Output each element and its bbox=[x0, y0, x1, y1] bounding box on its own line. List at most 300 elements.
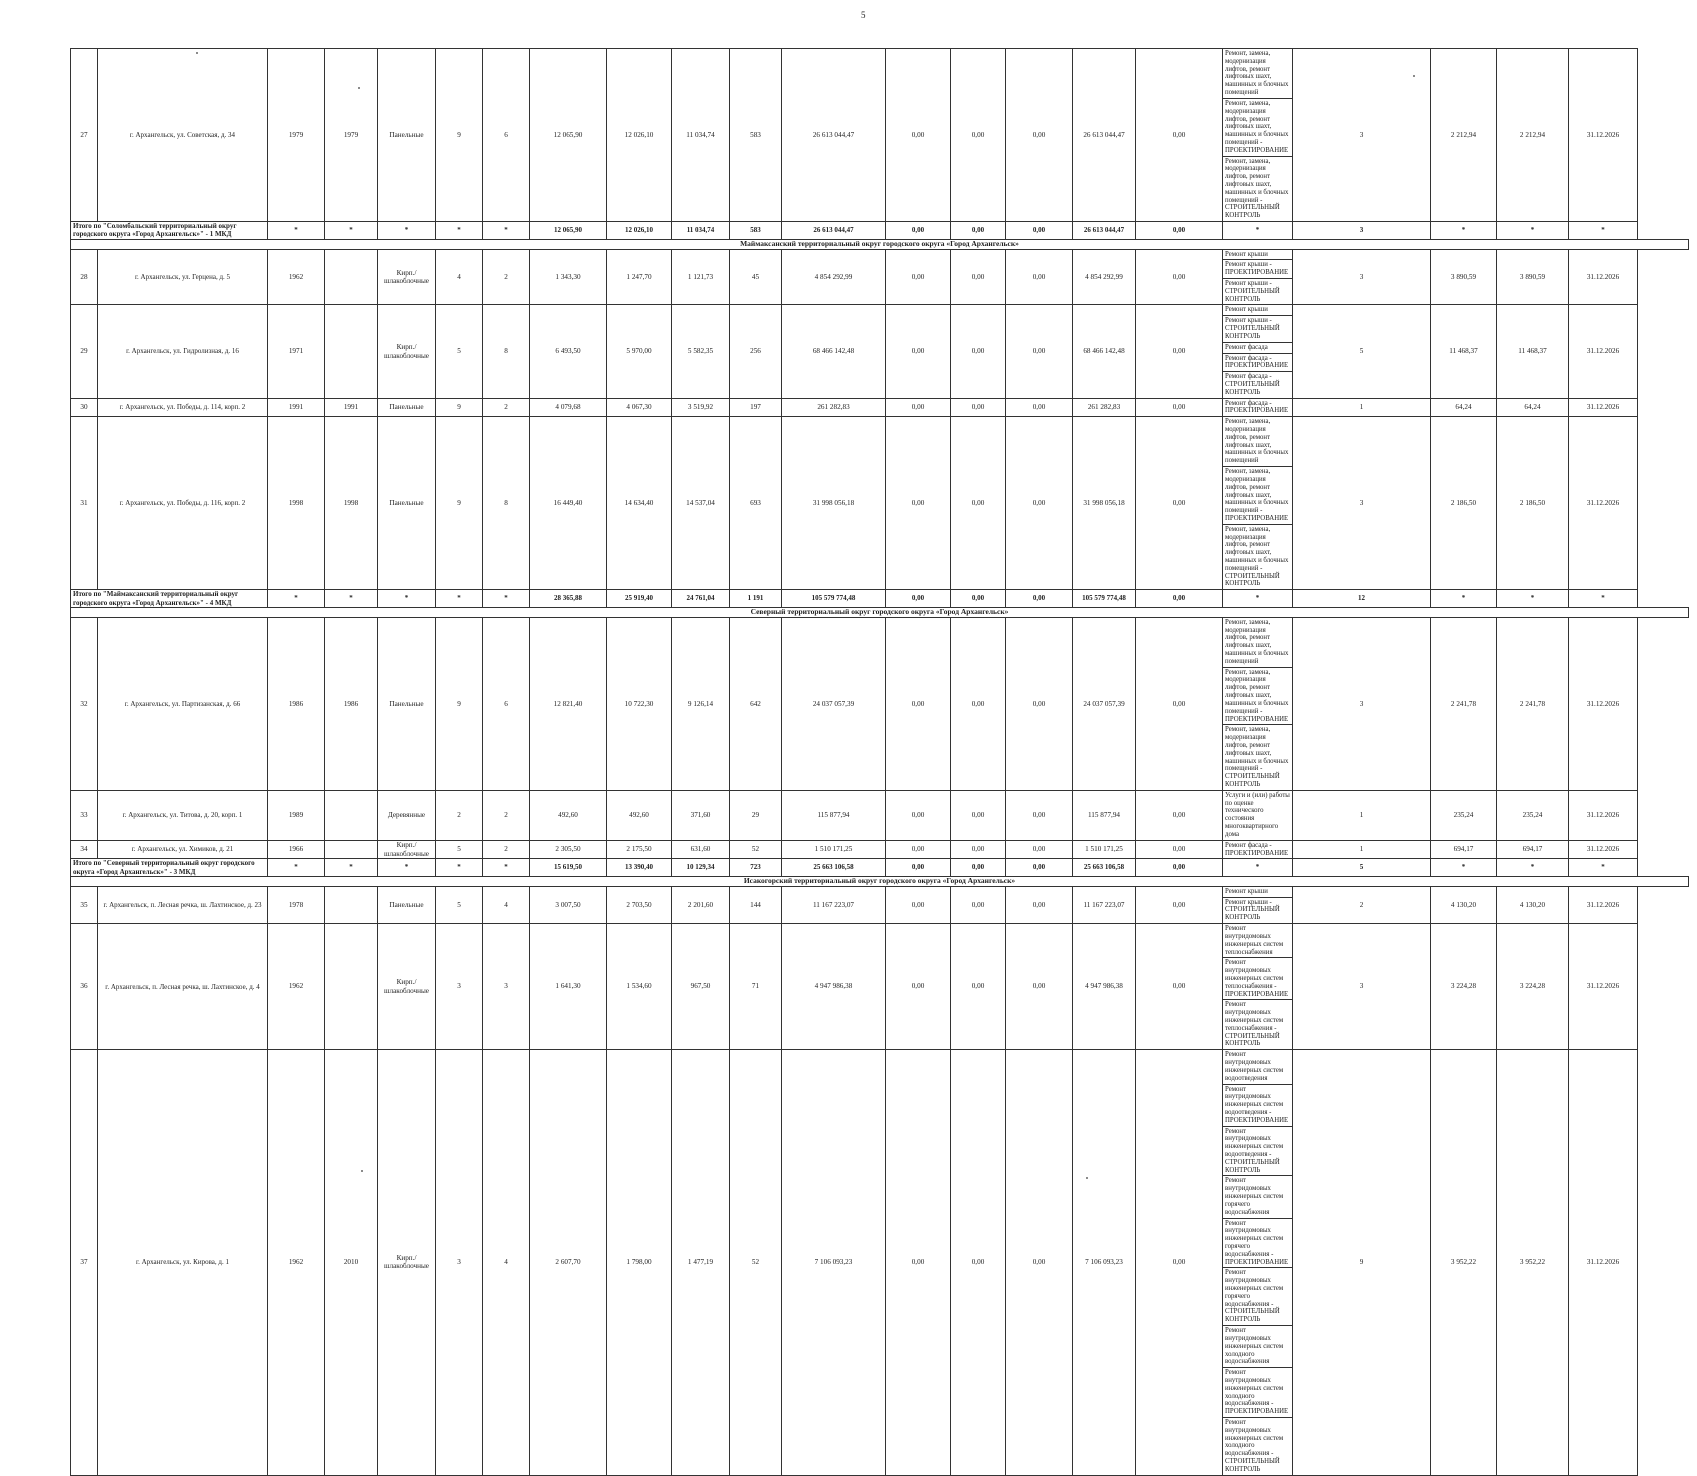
work-item: Ремонт внутридомовых инженерных систем водоотведения - ПРОЕКТИРОВАНИЕ bbox=[1223, 1085, 1292, 1127]
area-living: 967,50 bbox=[672, 924, 730, 1050]
fund-federal: 0,00 bbox=[886, 1050, 951, 1475]
wall-material: Панельные bbox=[378, 49, 436, 222]
subtotal-placeholder: * bbox=[1569, 859, 1638, 877]
area-all-premises: 2 175,50 bbox=[607, 840, 672, 859]
row-number: 30 bbox=[71, 398, 98, 417]
works-cell bbox=[1223, 840, 1293, 859]
subtotal-placeholder: * bbox=[1497, 590, 1569, 608]
subtotal-area-all: 25 919,40 bbox=[607, 590, 672, 608]
unit-cost-limit: 2 212,94 bbox=[1497, 49, 1569, 222]
fund-other: 0,00 bbox=[1136, 1050, 1223, 1475]
fund-other: 0,00 bbox=[1136, 417, 1223, 590]
wall-material: Кирп./шлакоблочные bbox=[378, 1050, 436, 1475]
entrances: 8 bbox=[483, 305, 530, 398]
subtotal-fund-4: 26 613 044,47 bbox=[1073, 222, 1136, 240]
subtotal-placeholder: * bbox=[325, 859, 378, 877]
year-built: 1971 bbox=[268, 305, 325, 398]
area-all-premises: 1 247,70 bbox=[607, 249, 672, 305]
work-item: Ремонт, замена, модернизация лифтов, ремонт лифтовых шахт, машинных и блочных помещений bbox=[1223, 618, 1292, 668]
works-cell bbox=[1223, 790, 1293, 840]
floors: 5 bbox=[436, 305, 483, 398]
subtotal-work-count: 3 bbox=[1293, 222, 1431, 240]
floors: 5 bbox=[436, 886, 483, 923]
area-living: 14 537,04 bbox=[672, 417, 730, 590]
area-all-premises: 2 703,50 bbox=[607, 886, 672, 923]
subtotal-placeholder: * bbox=[1497, 859, 1569, 877]
fund-other: 0,00 bbox=[1136, 398, 1223, 417]
deadline: 31.12.2026 bbox=[1569, 49, 1638, 222]
fund-federal: 0,00 bbox=[886, 886, 951, 923]
work-count: 3 bbox=[1293, 49, 1431, 222]
work-item: Ремонт фасада - ПРОЕКТИРОВАНИЕ bbox=[1225, 841, 1289, 857]
fund-other: 0,00 bbox=[1136, 924, 1223, 1050]
subtotal-fund-5: 0,00 bbox=[1136, 859, 1223, 877]
subtotal-fund-3: 0,00 bbox=[1006, 590, 1073, 608]
unit-cost: 4 130,20 bbox=[1431, 886, 1497, 923]
house-address: г. Архангельск, ул. Титова, д. 20, корп. 1 bbox=[98, 790, 268, 840]
entrances: 3 bbox=[483, 924, 530, 1050]
subtotal-cost-total: 26 613 044,47 bbox=[782, 222, 886, 240]
works-list bbox=[1223, 1050, 1292, 1474]
area-total: 1 343,30 bbox=[530, 249, 607, 305]
house-address: г. Архангельск, ул. Химиков, д. 21 bbox=[98, 840, 268, 859]
fund-federal: 0,00 bbox=[886, 617, 951, 790]
work-count: 3 bbox=[1293, 924, 1431, 1050]
entrances: 2 bbox=[483, 249, 530, 305]
unit-cost-limit: 235,24 bbox=[1497, 790, 1569, 840]
row-number: 33 bbox=[71, 790, 98, 840]
subtotal-placeholder: * bbox=[436, 590, 483, 608]
fund-federal: 0,00 bbox=[886, 924, 951, 1050]
residents: 71 bbox=[730, 924, 782, 1050]
unit-cost-limit: 64,24 bbox=[1497, 398, 1569, 417]
unit-cost: 2 186,50 bbox=[1431, 417, 1497, 590]
wall-material: Панельные bbox=[378, 617, 436, 790]
subtotal-fund-5: 0,00 bbox=[1136, 590, 1223, 608]
fund-owners: 261 282,83 bbox=[1073, 398, 1136, 417]
page-number: 5 bbox=[861, 10, 866, 20]
fund-owners: 115 877,94 bbox=[1073, 790, 1136, 840]
subtotal-fund-4: 105 579 774,48 bbox=[1073, 590, 1136, 608]
works-list bbox=[1223, 791, 1292, 840]
unit-cost: 2 241,78 bbox=[1431, 617, 1497, 790]
area-total: 2 305,50 bbox=[530, 840, 607, 859]
work-item: Ремонт внутридомовых инженерных систем холодного водоснабжения bbox=[1223, 1326, 1292, 1368]
works-list bbox=[1223, 887, 1292, 923]
works-cell bbox=[1223, 924, 1293, 1050]
subtotal-placeholder: * bbox=[378, 859, 436, 877]
work-count: 1 bbox=[1293, 790, 1431, 840]
residents: 256 bbox=[730, 305, 782, 398]
cost-total: 24 037 057,39 bbox=[782, 617, 886, 790]
work-item: Ремонт фасада - ПРОЕКТИРОВАНИЕ bbox=[1223, 354, 1292, 373]
house-row bbox=[71, 1050, 1689, 1475]
entrances: 2 bbox=[483, 398, 530, 417]
floors: 9 bbox=[436, 49, 483, 222]
house-address: г. Архангельск, п. Лесная речка, ш. Лахтинское, д. 23 bbox=[98, 886, 268, 923]
wall-material: Кирп./шлакоблочные bbox=[378, 924, 436, 1050]
year-reconstruction: 1998 bbox=[325, 417, 378, 590]
unit-cost: 3 952,22 bbox=[1431, 1050, 1497, 1475]
unit-cost-limit: 2 241,78 bbox=[1497, 617, 1569, 790]
row-number: 32 bbox=[71, 617, 98, 790]
scan-speck bbox=[1413, 75, 1415, 77]
works-cell bbox=[1223, 398, 1293, 417]
subtotal-residents: 723 bbox=[730, 859, 782, 877]
fund-local: 0,00 bbox=[1006, 840, 1073, 859]
subtotal-fund-3: 0,00 bbox=[1006, 222, 1073, 240]
fund-owners: 26 613 044,47 bbox=[1073, 49, 1136, 222]
floors: 9 bbox=[436, 398, 483, 417]
subtotal-fund-1: 0,00 bbox=[886, 222, 951, 240]
subtotal-area-living: 24 761,04 bbox=[672, 590, 730, 608]
house-row bbox=[71, 417, 1689, 590]
subtotal-placeholder: * bbox=[483, 590, 530, 608]
work-item: Ремонт, замена, модернизация лифтов, ремонт лифтовых шахт, машинных и блочных помещений - СТРОИТЕЛЬНЫЙ КОНТРОЛЬ bbox=[1225, 726, 1289, 788]
house-address: г. Архангельск, ул. Победы, д. 116, корп. 2 bbox=[98, 417, 268, 590]
wall-material: Кирп./шлакоблочные bbox=[378, 249, 436, 305]
work-item: Ремонт крыши - ПРОЕКТИРОВАНИЕ bbox=[1223, 260, 1292, 279]
unit-cost-limit: 4 130,20 bbox=[1497, 886, 1569, 923]
subtotal-fund-5: 0,00 bbox=[1136, 222, 1223, 240]
row-number: 28 bbox=[71, 249, 98, 305]
subtotal-area-living: 11 034,74 bbox=[672, 222, 730, 240]
work-item: Ремонт внутридомовых инженерных систем теплоснабжения bbox=[1223, 924, 1292, 958]
area-living: 631,60 bbox=[672, 840, 730, 859]
area-total: 4 079,68 bbox=[530, 398, 607, 417]
subtotal-placeholder: * bbox=[436, 222, 483, 240]
subtotal-row bbox=[71, 222, 1689, 240]
wall-material: Кирп./шлакоблочные bbox=[378, 840, 436, 859]
works-list bbox=[1223, 399, 1292, 417]
deadline: 31.12.2026 bbox=[1569, 886, 1638, 923]
fund-regional: 0,00 bbox=[951, 398, 1006, 417]
fund-federal: 0,00 bbox=[886, 790, 951, 840]
area-living: 9 126,14 bbox=[672, 617, 730, 790]
works-cell bbox=[1223, 886, 1293, 923]
subtotal-residents: 583 bbox=[730, 222, 782, 240]
entrances: 4 bbox=[483, 1050, 530, 1475]
work-count: 3 bbox=[1293, 617, 1431, 790]
house-address: г. Архангельск, ул. Победы, д. 114, корп. 2 bbox=[98, 398, 268, 417]
subtotal-placeholder: * bbox=[436, 859, 483, 877]
work-item: Ремонт внутридомовых инженерных систем холодного водоснабжения - ПРОЕКТИРОВАНИЕ bbox=[1223, 1368, 1292, 1418]
house-row bbox=[71, 924, 1689, 1050]
fund-local: 0,00 bbox=[1006, 417, 1073, 590]
entrances: 6 bbox=[483, 617, 530, 790]
work-count: 1 bbox=[1293, 398, 1431, 417]
district-header-row bbox=[71, 876, 1689, 886]
cost-total: 115 877,94 bbox=[782, 790, 886, 840]
wall-material: Кирп./шлакоблочные bbox=[378, 305, 436, 398]
cost-total: 1 510 171,25 bbox=[782, 840, 886, 859]
residents: 642 bbox=[730, 617, 782, 790]
work-count: 3 bbox=[1293, 417, 1431, 590]
subtotal-placeholder: * bbox=[268, 859, 325, 877]
residents: 52 bbox=[730, 1050, 782, 1475]
row-number: 31 bbox=[71, 417, 98, 590]
subtotal-placeholder: * bbox=[268, 222, 325, 240]
district-title: Северный территориальный округ городского округа «Город Архангельск» bbox=[71, 607, 1689, 617]
work-item: Ремонт крыши bbox=[1223, 887, 1292, 898]
unit-cost-limit: 2 186,50 bbox=[1497, 417, 1569, 590]
subtotal-fund-4: 25 663 106,58 bbox=[1073, 859, 1136, 877]
fund-other: 0,00 bbox=[1136, 305, 1223, 398]
deadline: 31.12.2026 bbox=[1569, 305, 1638, 398]
residents: 45 bbox=[730, 249, 782, 305]
year-reconstruction bbox=[325, 924, 378, 1050]
work-count: 1 bbox=[1293, 840, 1431, 859]
fund-local: 0,00 bbox=[1006, 924, 1073, 1050]
work-count: 5 bbox=[1293, 305, 1431, 398]
works-list bbox=[1223, 924, 1292, 1049]
work-item: Ремонт крыши bbox=[1223, 305, 1292, 316]
residents: 29 bbox=[730, 790, 782, 840]
work-item: Ремонт, замена, модернизация лифтов, ремонт лифтовых шахт, машинных и блочных помещений bbox=[1223, 49, 1292, 99]
works-cell bbox=[1223, 417, 1293, 590]
subtotal-work-count: 5 bbox=[1293, 859, 1431, 877]
deadline: 31.12.2026 bbox=[1569, 790, 1638, 840]
row-number: 34 bbox=[71, 840, 98, 859]
fund-regional: 0,00 bbox=[951, 249, 1006, 305]
fund-other: 0,00 bbox=[1136, 49, 1223, 222]
deadline: 31.12.2026 bbox=[1569, 398, 1638, 417]
house-address: г. Архангельск, ул. Партизанская, д. 66 bbox=[98, 617, 268, 790]
deadline: 31.12.2026 bbox=[1569, 840, 1638, 859]
year-built: 1978 bbox=[268, 886, 325, 923]
unit-cost: 64,24 bbox=[1431, 398, 1497, 417]
fund-regional: 0,00 bbox=[951, 49, 1006, 222]
subtotal-fund-2: 0,00 bbox=[951, 222, 1006, 240]
subtotal-placeholder: * bbox=[325, 590, 378, 608]
subtotal-placeholder: * bbox=[1497, 222, 1569, 240]
year-built: 1962 bbox=[268, 924, 325, 1050]
area-all-premises: 5 970,00 bbox=[607, 305, 672, 398]
work-item: Ремонт фасада - СТРОИТЕЛЬНЫЙ КОНТРОЛЬ bbox=[1225, 373, 1280, 396]
year-reconstruction bbox=[325, 886, 378, 923]
cost-total: 31 998 056,18 bbox=[782, 417, 886, 590]
work-item: Ремонт внутридомовых инженерных систем горячего водоснабжения bbox=[1223, 1176, 1292, 1218]
work-item: Ремонт внутридомовых инженерных систем водоотведения bbox=[1223, 1050, 1292, 1084]
year-reconstruction: 1986 bbox=[325, 617, 378, 790]
subtotal-label: Итого по "Соломбальский территориальный округ городского округа «Город Архангельск»" - 1 МКД bbox=[71, 222, 268, 240]
scan-speck bbox=[358, 87, 360, 89]
entrances: 8 bbox=[483, 417, 530, 590]
area-total: 12 821,40 bbox=[530, 617, 607, 790]
residents: 583 bbox=[730, 49, 782, 222]
fund-local: 0,00 bbox=[1006, 398, 1073, 417]
subtotal-fund-3: 0,00 bbox=[1006, 859, 1073, 877]
subtotal-work-count: 12 bbox=[1293, 590, 1431, 608]
cost-total: 11 167 223,07 bbox=[782, 886, 886, 923]
deadline: 31.12.2026 bbox=[1569, 249, 1638, 305]
works-cell bbox=[1223, 617, 1293, 790]
house-row bbox=[71, 617, 1689, 790]
works-list bbox=[1223, 417, 1292, 589]
area-total: 16 449,40 bbox=[530, 417, 607, 590]
fund-regional: 0,00 bbox=[951, 617, 1006, 790]
fund-regional: 0,00 bbox=[951, 790, 1006, 840]
cost-total: 261 282,83 bbox=[782, 398, 886, 417]
work-item: Ремонт фасада - ПРОЕКТИРОВАНИЕ bbox=[1225, 399, 1289, 415]
subtotal-placeholder: * bbox=[268, 590, 325, 608]
fund-federal: 0,00 bbox=[886, 417, 951, 590]
year-reconstruction: 1991 bbox=[325, 398, 378, 417]
floors: 2 bbox=[436, 790, 483, 840]
fund-owners: 68 466 142,48 bbox=[1073, 305, 1136, 398]
works-cell bbox=[1223, 249, 1293, 305]
entrances: 6 bbox=[483, 49, 530, 222]
district-header-row bbox=[71, 607, 1689, 617]
house-address: г. Архангельск, п. Лесная речка, ш. Лахтинское, д. 4 bbox=[98, 924, 268, 1050]
area-living: 3 519,92 bbox=[672, 398, 730, 417]
year-built: 1962 bbox=[268, 1050, 325, 1475]
entrances: 4 bbox=[483, 886, 530, 923]
cost-total: 4 947 986,38 bbox=[782, 924, 886, 1050]
work-item: Ремонт фасада bbox=[1223, 343, 1292, 354]
subtotal-residents: 1 191 bbox=[730, 590, 782, 608]
subtotal-placeholder: * bbox=[1431, 222, 1497, 240]
fund-federal: 0,00 bbox=[886, 840, 951, 859]
house-row bbox=[71, 790, 1689, 840]
entrances: 2 bbox=[483, 790, 530, 840]
fund-owners: 11 167 223,07 bbox=[1073, 886, 1136, 923]
deadline: 31.12.2026 bbox=[1569, 1050, 1638, 1475]
subtotal-area-total: 12 065,90 bbox=[530, 222, 607, 240]
capital-repair-table bbox=[70, 48, 1689, 1476]
fund-local: 0,00 bbox=[1006, 790, 1073, 840]
subtotal-label: Итого по "Маймаксанский территориальный округ городского округа «Город Архангельск»" - 4 МКД bbox=[71, 590, 268, 608]
subtotal-area-total: 28 365,88 bbox=[530, 590, 607, 608]
fund-owners: 1 510 171,25 bbox=[1073, 840, 1136, 859]
area-living: 2 201,60 bbox=[672, 886, 730, 923]
year-reconstruction: 1979 bbox=[325, 49, 378, 222]
works-list bbox=[1223, 305, 1292, 397]
fund-owners: 4 947 986,38 bbox=[1073, 924, 1136, 1050]
fund-other: 0,00 bbox=[1136, 840, 1223, 859]
subtotal-fund-2: 0,00 bbox=[951, 590, 1006, 608]
deadline: 31.12.2026 bbox=[1569, 924, 1638, 1050]
fund-local: 0,00 bbox=[1006, 305, 1073, 398]
work-item: Ремонт внутридомовых инженерных систем горячего водоснабжения - СТРОИТЕЛЬНЫЙ КОНТРОЛЬ bbox=[1223, 1268, 1292, 1326]
year-reconstruction: 2010 bbox=[325, 1050, 378, 1475]
work-item: Ремонт внутридомовых инженерных систем теплоснабжения - СТРОИТЕЛЬНЫЙ КОНТРОЛЬ bbox=[1225, 1001, 1284, 1048]
wall-material: Деревянные bbox=[378, 790, 436, 840]
unit-cost: 3 224,28 bbox=[1431, 924, 1497, 1050]
year-reconstruction bbox=[325, 840, 378, 859]
unit-cost: 2 212,94 bbox=[1431, 49, 1497, 222]
works-list bbox=[1223, 841, 1292, 859]
unit-cost: 11 468,37 bbox=[1431, 305, 1497, 398]
area-all-premises: 1 534,60 bbox=[607, 924, 672, 1050]
work-item: Ремонт крыши bbox=[1223, 250, 1292, 261]
works-list bbox=[1223, 250, 1292, 305]
house-address: г. Архангельск, ул. Герцена, д. 5 bbox=[98, 249, 268, 305]
work-item: Ремонт крыши - СТРОИТЕЛЬНЫЙ КОНТРОЛЬ bbox=[1223, 316, 1292, 342]
row-number: 27 bbox=[71, 49, 98, 222]
area-living: 1 121,73 bbox=[672, 249, 730, 305]
work-item: Услуги и (или) работы по оценке технического состояния многоквартирного дома bbox=[1225, 791, 1290, 838]
subtotal-placeholder: * bbox=[483, 859, 530, 877]
fund-owners: 24 037 057,39 bbox=[1073, 617, 1136, 790]
unit-cost-limit: 3 224,28 bbox=[1497, 924, 1569, 1050]
subtotal-label: Итого по "Северный территориальный округ городского округа «Город Архангельск»" - 3 МКД bbox=[71, 859, 268, 877]
subtotal-row bbox=[71, 859, 1689, 877]
fund-local: 0,00 bbox=[1006, 617, 1073, 790]
work-item: Ремонт, замена, модернизация лифтов, ремонт лифтовых шахт, машинных и блочных помещений - ПРОЕКТИРОВАНИЕ bbox=[1223, 668, 1292, 726]
fund-other: 0,00 bbox=[1136, 886, 1223, 923]
house-row bbox=[71, 305, 1689, 398]
fund-other: 0,00 bbox=[1136, 617, 1223, 790]
scan-speck bbox=[196, 52, 198, 54]
subtotal-placeholder: * bbox=[1431, 859, 1497, 877]
row-number: 29 bbox=[71, 305, 98, 398]
row-number: 35 bbox=[71, 886, 98, 923]
wall-material: Панельные bbox=[378, 417, 436, 590]
subtotal-cost-total: 105 579 774,48 bbox=[782, 590, 886, 608]
works-list bbox=[1223, 618, 1292, 790]
floors: 3 bbox=[436, 1050, 483, 1475]
fund-federal: 0,00 bbox=[886, 305, 951, 398]
floors: 4 bbox=[436, 249, 483, 305]
floors: 3 bbox=[436, 924, 483, 1050]
year-reconstruction bbox=[325, 305, 378, 398]
subtotal-placeholder: * bbox=[325, 222, 378, 240]
fund-local: 0,00 bbox=[1006, 886, 1073, 923]
year-built: 1989 bbox=[268, 790, 325, 840]
subtotal-placeholder: * bbox=[378, 590, 436, 608]
house-row bbox=[71, 398, 1689, 417]
year-built: 1966 bbox=[268, 840, 325, 859]
district-title: Маймаксанский территориальный округ городского округа «Город Архангельск» bbox=[71, 239, 1689, 249]
subtotal-area-total: 15 619,50 bbox=[530, 859, 607, 877]
area-all-premises: 14 634,40 bbox=[607, 417, 672, 590]
wall-material: Панельные bbox=[378, 398, 436, 417]
unit-cost: 3 890,59 bbox=[1431, 249, 1497, 305]
table-body bbox=[71, 49, 1689, 1476]
house-row bbox=[71, 249, 1689, 305]
subtotal-fund-2: 0,00 bbox=[951, 859, 1006, 877]
work-item: Ремонт внутридомовых инженерных систем теплоснабжения - ПРОЕКТИРОВАНИЕ bbox=[1223, 958, 1292, 1000]
subtotal-fund-1: 0,00 bbox=[886, 590, 951, 608]
district-title: Исакогорский территориальный округ городского округа «Город Архангельск» bbox=[71, 876, 1689, 886]
wall-material: Панельные bbox=[378, 886, 436, 923]
works-cell bbox=[1223, 49, 1293, 222]
residents: 52 bbox=[730, 840, 782, 859]
fund-regional: 0,00 bbox=[951, 417, 1006, 590]
work-item: Ремонт, замена, модернизация лифтов, ремонт лифтовых шахт, машинных и блочных помещений bbox=[1223, 417, 1292, 467]
fund-regional: 0,00 bbox=[951, 886, 1006, 923]
unit-cost-limit: 11 468,37 bbox=[1497, 305, 1569, 398]
fund-owners: 4 854 292,99 bbox=[1073, 249, 1136, 305]
cost-total: 7 106 093,23 bbox=[782, 1050, 886, 1475]
work-item: Ремонт внутридомовых инженерных систем холодного водоснабжения - СТРОИТЕЛЬНЫЙ КОНТРОЛЬ bbox=[1225, 1419, 1284, 1473]
year-reconstruction bbox=[325, 249, 378, 305]
residents: 144 bbox=[730, 886, 782, 923]
fund-regional: 0,00 bbox=[951, 840, 1006, 859]
fund-federal: 0,00 bbox=[886, 398, 951, 417]
unit-cost-limit: 3 952,22 bbox=[1497, 1050, 1569, 1475]
work-item: Ремонт, замена, модернизация лифтов, ремонт лифтовых шахт, машинных и блочных помещений - ПРОЕКТИРОВАНИЕ bbox=[1223, 467, 1292, 525]
area-total: 492,60 bbox=[530, 790, 607, 840]
house-row bbox=[71, 886, 1689, 923]
cost-total: 4 854 292,99 bbox=[782, 249, 886, 305]
area-total: 3 007,50 bbox=[530, 886, 607, 923]
area-living: 11 034,74 bbox=[672, 49, 730, 222]
subtotal-area-all: 13 390,40 bbox=[607, 859, 672, 877]
deadline: 31.12.2026 bbox=[1569, 617, 1638, 790]
cost-total: 68 466 142,48 bbox=[782, 305, 886, 398]
